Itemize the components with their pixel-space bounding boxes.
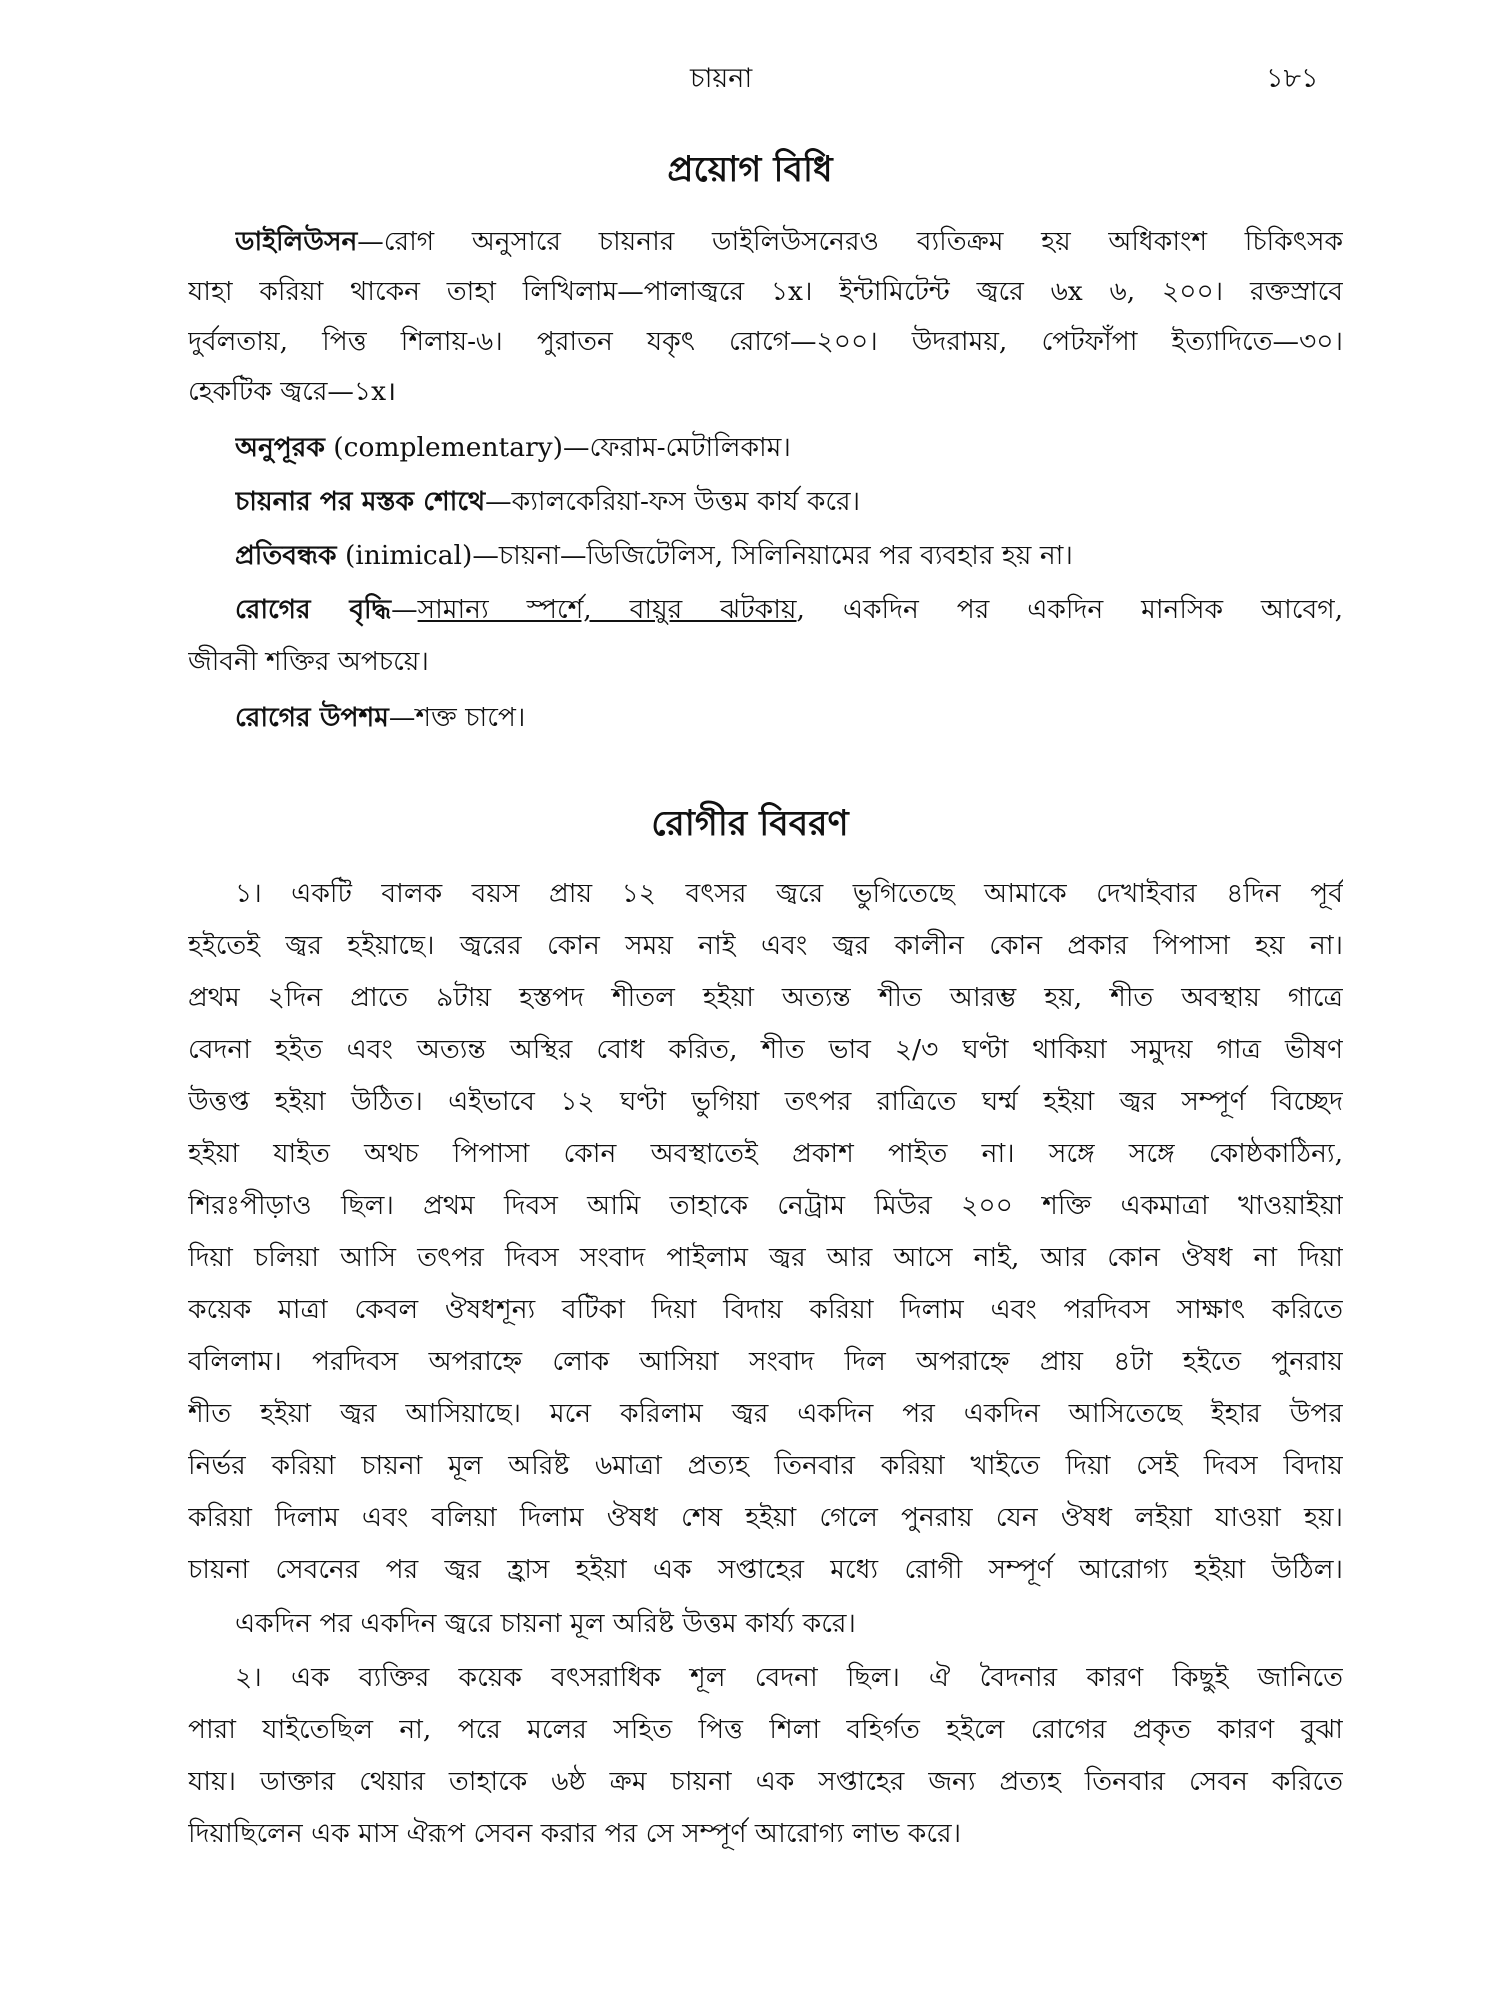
running-head bbox=[0, 58, 1500, 108]
aggravation-dash: — bbox=[391, 594, 418, 625]
complementary-text: (complementary)—ফেরাম-মেটালিকাম। bbox=[324, 432, 791, 463]
case1-line: বলিলাম। পরদিবস অপরাহ্নে লোক আসিয়া সংবাদ দিল অপরাহ্নে প্রায় ৪টা হইতে পুনরায় bbox=[188, 1346, 1343, 1377]
case1-line: চায়না সেবনের পর জ্বর হ্রাস হইয়া এক সপ্তাহের মধ্যে রোগী সম্পূর্ণ আরোগ্য হইয়া উঠিল। bbox=[188, 1554, 1343, 1585]
case2-line: যায়। ডাক্তার থেয়ার তাহাকে ৬ষ্ঠ ক্রম চায়না এক সপ্তাহের জন্য প্রত্যহ তিনবার সেবন করিতে bbox=[188, 1766, 1343, 1797]
page-number: ১৮১ bbox=[1266, 63, 1319, 94]
amelioration-line bbox=[235, 698, 1343, 738]
amelioration-term: রোগের উপশম bbox=[235, 702, 389, 733]
case2-line: দিয়াছিলেন এক মাস ঐরূপ সেবন করার পর সে সম্পূর্ণ আরোগ্য লাভ করে। bbox=[188, 1818, 962, 1849]
case1-line: উত্তপ্ত হইয়া উঠিত। এইভাবে ১২ ঘণ্টা ভুগিয়া তৎপর রাত্রিতে ঘর্ম্ম হইয়া জ্বর সম্পূর্ণ বিচ্ছেদ bbox=[188, 1086, 1343, 1117]
case1-line: শীত হইয়া জ্বর আসিয়াছে। মনে করিলাম জ্বর একদিন পর একদিন আসিতেছে ইহার উপর bbox=[188, 1398, 1343, 1429]
case1-line: বেদনা হইত এবং অত্যন্ত অস্থির বোধ করিত, শীত ভাব ২/৩ ঘণ্টা থাকিয়া সমুদয় গাত্র ভীষণ bbox=[188, 1034, 1343, 1065]
case1-line: কয়েক মাত্রা কেবল ঔষধশূন্য বটিকা দিয়া বিদায় করিয়া দিলাম এবং পরদিবস সাক্ষাৎ করিতে bbox=[188, 1294, 1343, 1325]
dilution-line-1 bbox=[235, 222, 1343, 262]
aggravation-term: রোগের বৃদ্ধি bbox=[235, 594, 392, 625]
dilution-text: —রোগ অনুসারে চায়নার ডাইলিউসনেরও ব্যতিক্রম হয় অধিকাংশ চিকিৎসক bbox=[357, 226, 1343, 257]
case1-line: হইতেই জ্বর হইয়াছে। জ্বরের কোন সময় নাই এবং জ্বর কালীন কোন প্রকার পিপাসা হয় না। bbox=[188, 930, 1343, 961]
case1-line: হইয়া যাইত অথচ পিপাসা কোন অবস্থাতেই প্রকাশ পাইত না। সঙ্গে সঙ্গে কোষ্ঠকাঠিন্য, bbox=[188, 1138, 1343, 1169]
case-note: একদিন পর একদিন জ্বরে চায়না মূল অরিষ্ট উত্তম কার্য্য করে। bbox=[235, 1608, 856, 1639]
case1-line: দিয়া চলিয়া আসি তৎপর দিবস সংবাদ পাইলাম জ্বর আর আসে নাই, আর কোন ঔষধ না দিয়া bbox=[188, 1242, 1343, 1273]
complementary-term: অনুপূরক bbox=[235, 432, 325, 463]
after-china-line bbox=[235, 482, 1343, 522]
aggravation-line-2: জীবনী শক্তির অপচয়ে। bbox=[188, 646, 429, 677]
aggravation-text: , একদিন পর একদিন মানসিক আবেগ, bbox=[796, 594, 1343, 625]
case1-line: করিয়া দিলাম এবং বলিয়া দিলাম ঔষধ শেষ হইয়া গেলে পুনরায় যেন ঔষধ লইয়া যাওয়া হয়। bbox=[188, 1502, 1343, 1533]
aggravation-line-1 bbox=[235, 590, 1343, 630]
case2-line: ২। এক ব্যক্তির কয়েক বৎসরাধিক শূল বেদনা ছিল। ঐ বৈদনার কারণ কিছুই জানিতে bbox=[235, 1662, 1343, 1693]
case1-line: প্রথম ২দিন প্রাতে ৯টায় হস্তপদ শীতল হইয়া অত্যন্ত শীত আরম্ভ হয়, শীত অবস্থায় গাত্রে bbox=[188, 982, 1343, 1013]
case1-line: শিরঃপীড়াও ছিল। প্রথম দিবস আমি তাহাকে নেট্রাম মিউর ২০০ শক্তি একমাত্রা খাওয়াইয়া bbox=[188, 1190, 1343, 1221]
case1-line: নির্ভর করিয়া চায়না মূল অরিষ্ট ৬মাত্রা প্রত্যহ তিনবার করিয়া খাইতে দিয়া সেই দিবস বিদায় bbox=[188, 1450, 1343, 1481]
case2-line: পারা যাইতেছিল না, পরে মলের সহিত পিত্ত শিলা বহির্গত হইলে রোগের প্রকৃত কারণ বুঝা bbox=[188, 1714, 1343, 1745]
inimical-term: প্রতিবন্ধক bbox=[235, 540, 337, 571]
case1-line: ১। একটি বালক বয়স প্রায় ১২ বৎসর জ্বরে ভুগিতেছে আমাকে দেখাইবার ৪দিন পূর্ব bbox=[235, 878, 1343, 909]
after-china-text: —ক্যালকেরিয়া-ফস উত্তম কার্য করে। bbox=[485, 486, 861, 517]
dilution-line-2: যাহা করিয়া থাকেন তাহা লিখিলাম—পালাজ্বরে ১x। ইন্টামিটেন্ট জ্বরে ৬x ৬, ২০০। রক্তস্রাবে bbox=[188, 276, 1343, 307]
dilution-term: ডাইলিউসন bbox=[235, 226, 358, 257]
running-title: চায়না bbox=[690, 63, 753, 94]
amelioration-text: —শক্ত চাপে। bbox=[388, 702, 526, 733]
section-heading-usage: প্রয়োগ বিধি bbox=[667, 149, 833, 190]
complementary-line bbox=[235, 428, 1343, 468]
dilution-line-4: হেকটিক জ্বরে—১x। bbox=[188, 376, 397, 407]
inimical-text: (inimical)—চায়না—ডিজিটেলিস, সিলিনিয়ামের পর ব্যবহার হয় না। bbox=[336, 540, 1073, 571]
aggravation-underlined-text: সামান্য স্পর্শে, বায়ুর ঝটকায় bbox=[417, 594, 797, 625]
inimical-line bbox=[235, 536, 1343, 576]
section-heading-patient-report: রোগীর বিবরণ bbox=[651, 803, 849, 844]
dilution-line-3: দুর্বলতায়, পিত্ত শিলায়-৬। পুরাতন যকৃৎ রোগে—২০০। উদরাময়, পেটফাঁপা ইত্যাদিতে—৩০। bbox=[188, 326, 1343, 357]
after-china-term: চায়নার পর মস্তক শোথে bbox=[235, 486, 486, 517]
